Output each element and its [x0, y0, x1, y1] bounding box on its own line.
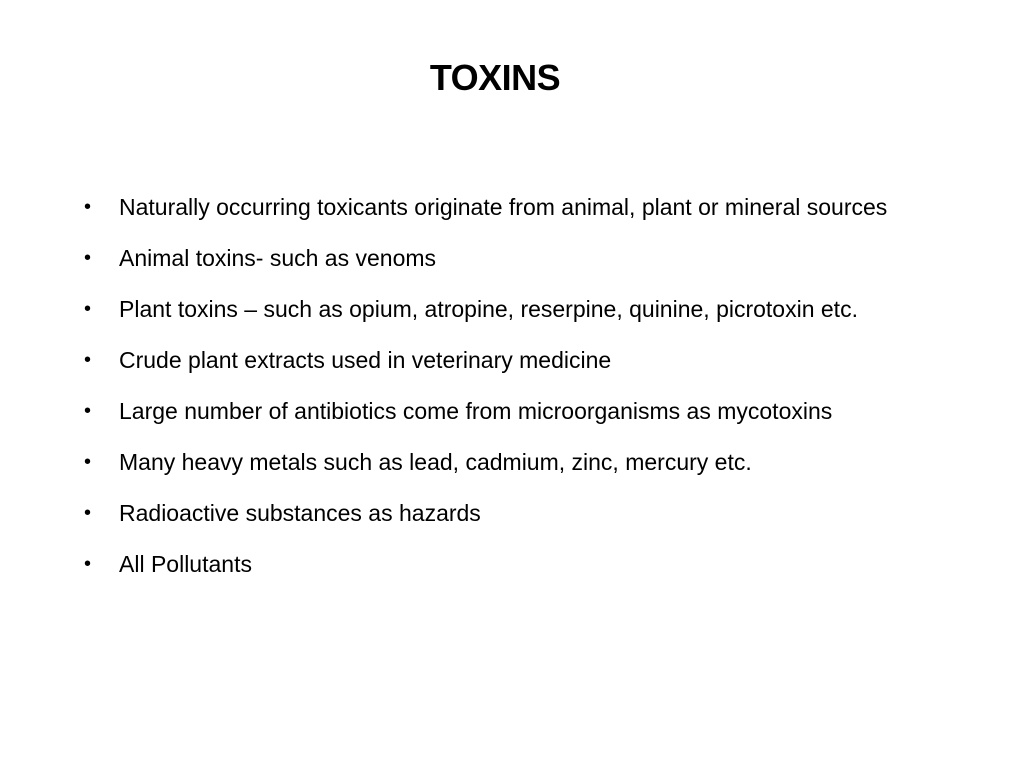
bullet-item-pollutants	[84, 539, 988, 590]
bullet-item-plant-toxins	[84, 284, 988, 335]
bullet-item-crude-plant-extracts	[84, 335, 988, 386]
bullet-text: Crude plant extracts used in veterinary medicine	[119, 347, 612, 373]
bullet-icon: •	[84, 247, 92, 269]
bullet-text: Many heavy metals such as lead, cadmium, zinc, mercury etc.	[119, 449, 752, 475]
bullet-icon: •	[84, 298, 92, 320]
bullet-icon: •	[84, 400, 92, 422]
bullet-item-radioactive	[84, 488, 988, 539]
bullet-icon: •	[84, 553, 92, 575]
bullet-icon: •	[84, 196, 92, 218]
slide-title: TOXINS	[429, 57, 561, 98]
bullet-icon: •	[84, 349, 92, 371]
bullet-item-natural-toxicants	[84, 182, 988, 233]
bullet-item-animal-toxins	[84, 233, 988, 284]
bullet-text: Radioactive substances as hazards	[119, 500, 481, 526]
bullet-icon: •	[84, 451, 92, 473]
bullet-text: Animal toxins- such as venoms	[119, 245, 437, 271]
bullet-item-heavy-metals	[84, 437, 988, 488]
bullet-list	[84, 182, 988, 590]
bullet-item-antibiotics	[84, 386, 988, 437]
bullet-text: Large number of antibiotics come from microorganisms as mycotoxins	[119, 398, 833, 424]
bullet-text: Naturally occurring toxicants originate from animal, plant or mineral sources	[119, 194, 888, 220]
bullet-text: Plant toxins – such as opium, atropine, reserpine, quinine, picrotoxin etc.	[119, 296, 858, 322]
bullet-text: All Pollutants	[119, 551, 252, 577]
bullet-icon: •	[84, 502, 92, 524]
